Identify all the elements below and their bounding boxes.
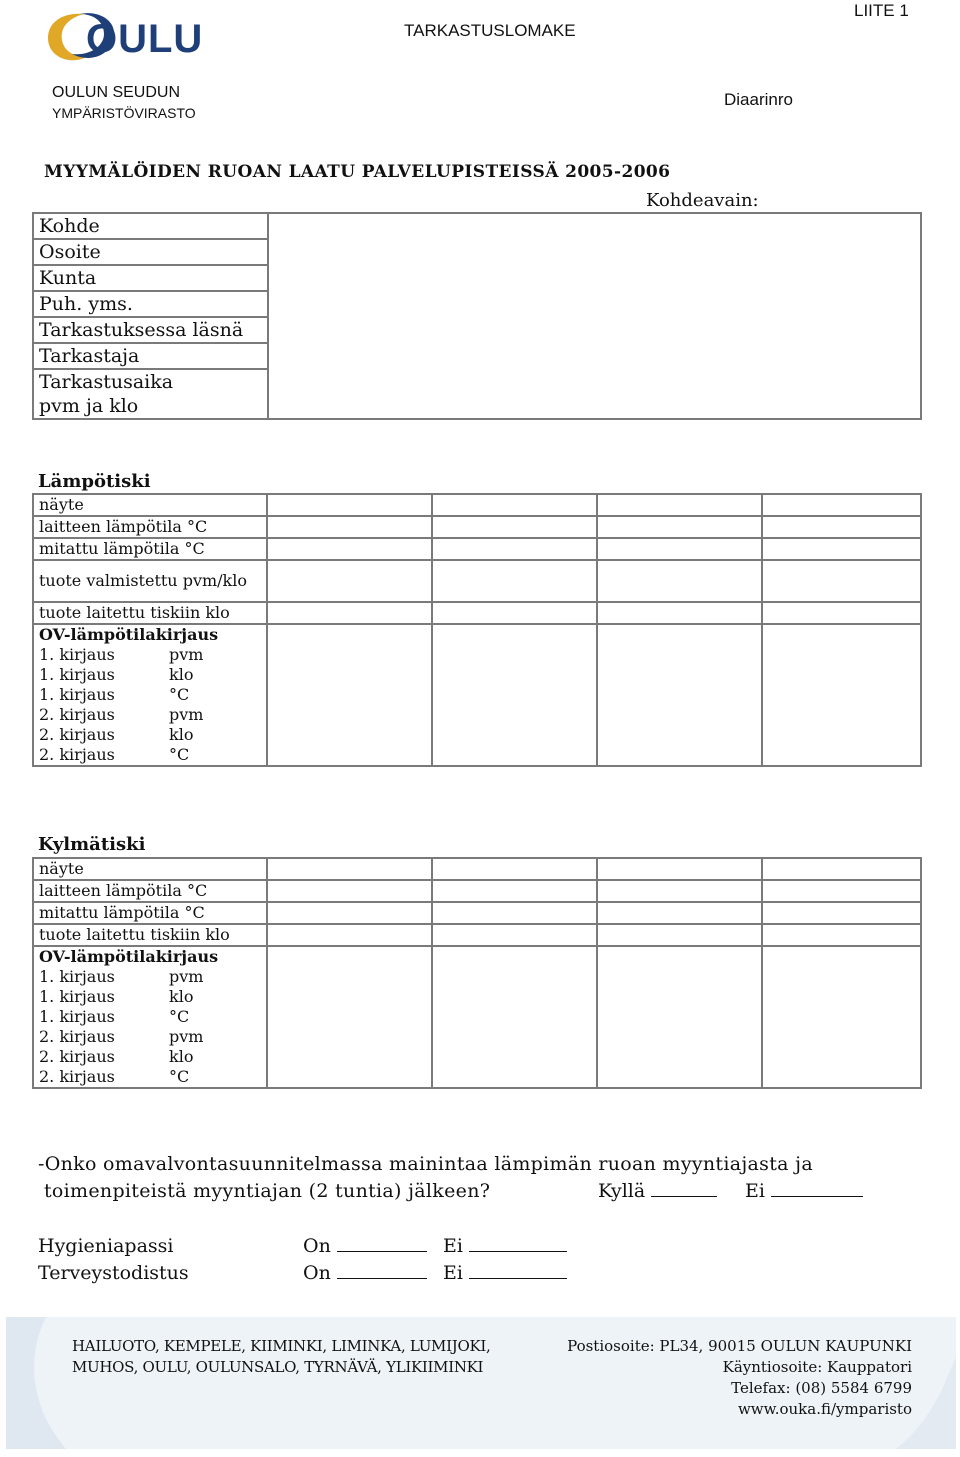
measure-row [33, 858, 921, 880]
entry-label: 2. kirjaus [39, 745, 115, 764]
entry-unit: °C [169, 685, 190, 704]
measure-cell[interactable] [762, 665, 921, 685]
entry-label: 1. kirjaus [39, 1007, 115, 1026]
measure-cell[interactable] [432, 624, 597, 645]
measure-cell[interactable] [762, 602, 921, 624]
measure-cell[interactable] [597, 685, 762, 705]
measure-label [33, 645, 267, 665]
answer-no-label: Ei [745, 1180, 765, 1202]
hygiene-on[interactable] [303, 1235, 427, 1257]
measure-label [33, 1027, 267, 1047]
measure-cell[interactable] [762, 685, 921, 705]
measure-cell[interactable] [432, 705, 597, 725]
measure-cell[interactable] [432, 924, 597, 946]
measure-row [33, 494, 921, 516]
basic-info-row [33, 369, 921, 394]
measure-cell[interactable] [432, 1027, 597, 1047]
measure-cell[interactable] [267, 725, 432, 745]
measure-row [33, 987, 921, 1007]
measure-row [33, 602, 921, 624]
measure-row [33, 1047, 921, 1067]
measure-row [33, 705, 921, 725]
measure-label: tuote laitettu tiskiin klo [33, 924, 267, 946]
measure-label [33, 1007, 267, 1027]
measure-cell[interactable] [432, 725, 597, 745]
measure-cell[interactable] [762, 1067, 921, 1088]
measure-row [33, 745, 921, 766]
measure-cell[interactable] [597, 665, 762, 685]
measure-cell[interactable] [267, 902, 432, 924]
measure-row [33, 685, 921, 705]
measure-cell[interactable] [762, 967, 921, 987]
measure-row [33, 967, 921, 987]
org-name-line1: OULUN SEUDUN [52, 84, 181, 101]
measure-cell[interactable] [267, 516, 432, 538]
measure-cell[interactable] [597, 516, 762, 538]
measure-cell[interactable] [762, 858, 921, 880]
measure-row [33, 924, 921, 946]
measure-cell[interactable] [432, 1047, 597, 1067]
measure-row [33, 1027, 921, 1047]
health-on[interactable] [303, 1262, 427, 1284]
footer-telefax: Telefax: (08) 5584 6799 [731, 1379, 912, 1397]
measure-row [33, 665, 921, 685]
entry-unit: pvm [169, 705, 204, 724]
basic-info-row [33, 213, 921, 239]
measure-cell[interactable] [432, 665, 597, 685]
oulu-logo [42, 8, 204, 66]
measure-label: mitattu lämpötila °C [33, 902, 267, 924]
basic-info-value[interactable] [268, 394, 921, 419]
measure-cell[interactable] [597, 624, 762, 645]
measure-cell[interactable] [597, 645, 762, 665]
entry-unit: klo [169, 987, 194, 1006]
question-line1: -Onko omavalvontasuunnitelmassa mainintaa lämpimän ruoan myyntiajasta ja [38, 1153, 813, 1175]
entry-label: 2. kirjaus [39, 725, 115, 744]
page-title: MYYMÄLÖIDEN RUOAN LAATU PALVELUPISTEISSÄ 2005-2006 [44, 162, 671, 182]
basic-info-value[interactable] [268, 317, 921, 343]
basic-info-row [33, 265, 921, 291]
measure-row [33, 1067, 921, 1088]
basic-info-value[interactable] [268, 239, 921, 265]
measure-cell[interactable] [762, 987, 921, 1007]
answer-no-blank[interactable] [771, 1195, 863, 1197]
measure-label: tuote valmistettu pvm/klo [33, 560, 267, 602]
hot-counter-table [32, 493, 922, 767]
measure-label [33, 967, 267, 987]
measure-cell[interactable] [597, 602, 762, 624]
measure-label [33, 745, 267, 766]
measure-cell[interactable] [267, 705, 432, 725]
measure-row [33, 902, 921, 924]
basic-info-value[interactable] [268, 291, 921, 317]
basic-info-value[interactable] [268, 343, 921, 369]
footer-municipalities-1: HAILUOTO, KEMPELE, KIIMINKI, LIMINKA, LUMIJOKI, [72, 1337, 491, 1355]
measure-label [33, 705, 267, 725]
measure-cell[interactable] [597, 880, 762, 902]
measure-cell[interactable] [762, 924, 921, 946]
measure-row [33, 725, 921, 745]
measure-cell[interactable] [597, 924, 762, 946]
entry-label: 2. kirjaus [39, 1067, 115, 1086]
measure-cell[interactable] [432, 946, 597, 967]
basic-info-label: Osoite [33, 239, 268, 265]
measure-cell[interactable] [267, 946, 432, 967]
measure-cell[interactable] [267, 1027, 432, 1047]
basic-info-label: Tarkastaja [33, 343, 268, 369]
measure-cell[interactable] [762, 902, 921, 924]
basic-info-label: Kohde [33, 213, 268, 239]
measure-cell[interactable] [267, 858, 432, 880]
measure-label [33, 987, 267, 1007]
answer-yes[interactable] [598, 1180, 717, 1202]
measure-cell[interactable] [762, 880, 921, 902]
measure-row [33, 946, 921, 967]
entry-label: 1. kirjaus [39, 665, 115, 684]
measure-cell[interactable] [597, 967, 762, 987]
health-ei[interactable] [443, 1262, 567, 1284]
health-on-label: On [303, 1262, 331, 1284]
entry-label: 1. kirjaus [39, 685, 115, 704]
footer-municipalities-2: MUHOS, OULU, OULUNSALO, TYRNÄVÄ, YLIKIIMINKI [72, 1358, 484, 1376]
entry-label: 1. kirjaus [39, 987, 115, 1006]
entry-label: 2. kirjaus [39, 705, 115, 724]
hygiene-ei[interactable] [443, 1235, 567, 1257]
answer-yes-blank[interactable] [651, 1195, 717, 1197]
measure-cell[interactable] [432, 645, 597, 665]
measure-cell[interactable] [597, 946, 762, 967]
basic-info-value[interactable] [268, 213, 921, 239]
measure-row [33, 538, 921, 560]
measure-cell[interactable] [267, 624, 432, 645]
measure-label: mitattu lämpötila °C [33, 538, 267, 560]
measure-cell[interactable] [762, 725, 921, 745]
entry-unit: °C [169, 745, 190, 764]
svg-text:OULU: OULU [86, 17, 204, 61]
measure-cell[interactable] [267, 685, 432, 705]
measure-cell[interactable] [762, 516, 921, 538]
basic-info-row [33, 343, 921, 369]
hot-counter-title: Lämpötiski [38, 471, 151, 492]
measure-cell[interactable] [597, 987, 762, 1007]
measure-cell[interactable] [762, 705, 921, 725]
health-on-blank[interactable] [337, 1277, 427, 1279]
measure-row [33, 1007, 921, 1027]
footer-postal-address: Postiosoite: PL34, 90015 OULUN KAUPUNKI [567, 1337, 912, 1355]
health-certificate-label: Terveystodistus [38, 1262, 189, 1284]
measure-row [33, 645, 921, 665]
measure-cell[interactable] [267, 1047, 432, 1067]
basic-info-table [32, 212, 922, 420]
measure-cell[interactable] [267, 880, 432, 902]
measure-cell[interactable] [432, 880, 597, 902]
measure-label: laitteen lämpötila °C [33, 880, 267, 902]
measure-cell[interactable] [432, 1007, 597, 1027]
measure-row [33, 880, 921, 902]
hygiene-on-label: On [303, 1235, 331, 1257]
measure-cell[interactable] [267, 494, 432, 516]
measure-label: OV-lämpötilakirjaus [33, 624, 267, 645]
measure-cell[interactable] [432, 516, 597, 538]
entry-unit: klo [169, 725, 194, 744]
measure-row [33, 560, 921, 602]
measure-cell[interactable] [597, 538, 762, 560]
measure-row [33, 516, 921, 538]
measure-cell[interactable] [597, 494, 762, 516]
measure-cell[interactable] [762, 1007, 921, 1027]
measure-cell[interactable] [432, 560, 597, 602]
measure-cell[interactable] [597, 725, 762, 745]
measure-cell[interactable] [267, 645, 432, 665]
hygiene-on-blank[interactable] [337, 1250, 427, 1252]
measure-cell[interactable] [432, 685, 597, 705]
entry-unit: °C [169, 1007, 190, 1026]
entry-label: 1. kirjaus [39, 967, 115, 986]
measure-cell[interactable] [267, 1067, 432, 1088]
measure-cell[interactable] [762, 538, 921, 560]
measure-cell[interactable] [267, 665, 432, 685]
measure-cell[interactable] [267, 987, 432, 1007]
measure-cell[interactable] [267, 745, 432, 766]
measure-label: näyte [33, 494, 267, 516]
footer-visiting-address: Käyntiosoite: Kauppatori [722, 1358, 912, 1376]
measure-cell[interactable] [597, 705, 762, 725]
basic-info-label: Kunta [33, 265, 268, 291]
measure-cell[interactable] [432, 987, 597, 1007]
measure-cell[interactable] [762, 645, 921, 665]
measure-cell[interactable] [762, 1047, 921, 1067]
measure-label [33, 1067, 267, 1088]
measure-cell[interactable] [762, 560, 921, 602]
basic-info-row [33, 291, 921, 317]
health-ei-blank[interactable] [469, 1277, 567, 1279]
measure-label [33, 725, 267, 745]
measure-cell[interactable] [597, 902, 762, 924]
measure-cell[interactable] [597, 560, 762, 602]
entry-unit: klo [169, 1047, 194, 1066]
form-title: TARKASTUSLOMAKE [404, 21, 576, 40]
measure-cell[interactable] [597, 745, 762, 766]
answer-yes-label: Kyllä [598, 1180, 646, 1202]
footer-website[interactable]: www.ouka.fi/ymparisto [737, 1400, 912, 1418]
basic-info-row [33, 239, 921, 265]
entry-label: 2. kirjaus [39, 1027, 115, 1046]
hygiene-ei-blank[interactable] [469, 1250, 567, 1252]
basic-info-value[interactable] [268, 265, 921, 291]
basic-info-row [33, 394, 921, 419]
measure-label [33, 1047, 267, 1067]
measure-label: tuote laitettu tiskiin klo [33, 602, 267, 624]
measure-row [33, 624, 921, 645]
org-name-line2: YMPÄRISTÖVIRASTO [52, 105, 196, 121]
diary-number-label: Diaarinro [724, 90, 793, 109]
question-line2: toimenpiteistä myyntiajan (2 tuntia) jälkeen? [44, 1180, 491, 1202]
hygiene-ei-label: Ei [443, 1235, 463, 1257]
measure-cell[interactable] [762, 745, 921, 766]
entry-unit: pvm [169, 1027, 204, 1046]
measure-cell[interactable] [762, 946, 921, 967]
measure-cell[interactable] [762, 494, 921, 516]
measure-label: OV-lämpötilakirjaus [33, 946, 267, 967]
entry-label: 1. kirjaus [39, 645, 115, 664]
measure-cell[interactable] [432, 967, 597, 987]
answer-no[interactable] [745, 1180, 863, 1202]
basic-info-label: pvm ja klo [33, 394, 268, 419]
entry-label: 2. kirjaus [39, 1047, 115, 1066]
measure-cell[interactable] [432, 1067, 597, 1088]
measure-cell[interactable] [762, 1027, 921, 1047]
measure-label: laitteen lämpötila °C [33, 516, 267, 538]
measure-cell[interactable] [267, 602, 432, 624]
basic-info-label: Tarkastuksessa läsnä [33, 317, 268, 343]
measure-cell[interactable] [267, 924, 432, 946]
cold-counter-title: Kylmätiski [38, 834, 146, 855]
measure-cell[interactable] [597, 1067, 762, 1088]
hygiene-passport-label: Hygieniapassi [38, 1235, 174, 1257]
measure-cell[interactable] [432, 494, 597, 516]
measure-cell[interactable] [432, 745, 597, 766]
measure-cell[interactable] [432, 902, 597, 924]
measure-label [33, 665, 267, 685]
measure-cell[interactable] [597, 858, 762, 880]
entry-unit: pvm [169, 967, 204, 986]
basic-info-value[interactable] [268, 369, 921, 394]
entry-unit: pvm [169, 645, 204, 664]
measure-cell[interactable] [432, 602, 597, 624]
measure-cell[interactable] [597, 1007, 762, 1027]
key-label: Kohdeavain: [646, 190, 759, 211]
measure-cell[interactable] [432, 858, 597, 880]
basic-info-row [33, 317, 921, 343]
measure-cell[interactable] [267, 967, 432, 987]
measure-cell[interactable] [432, 538, 597, 560]
entry-unit: klo [169, 665, 194, 684]
entry-unit: °C [169, 1067, 190, 1086]
measure-cell[interactable] [597, 1047, 762, 1067]
measure-cell[interactable] [267, 538, 432, 560]
measure-cell[interactable] [267, 560, 432, 602]
measure-cell[interactable] [597, 1027, 762, 1047]
measure-cell[interactable] [267, 1007, 432, 1027]
basic-info-label: Tarkastusaika [33, 369, 268, 394]
measure-cell[interactable] [762, 624, 921, 645]
measure-label [33, 685, 267, 705]
measure-label: näyte [33, 858, 267, 880]
basic-info-label: Puh. yms. [33, 291, 268, 317]
cold-counter-table [32, 857, 922, 1089]
attachment-label: LIITE 1 [854, 1, 909, 20]
health-ei-label: Ei [443, 1262, 463, 1284]
